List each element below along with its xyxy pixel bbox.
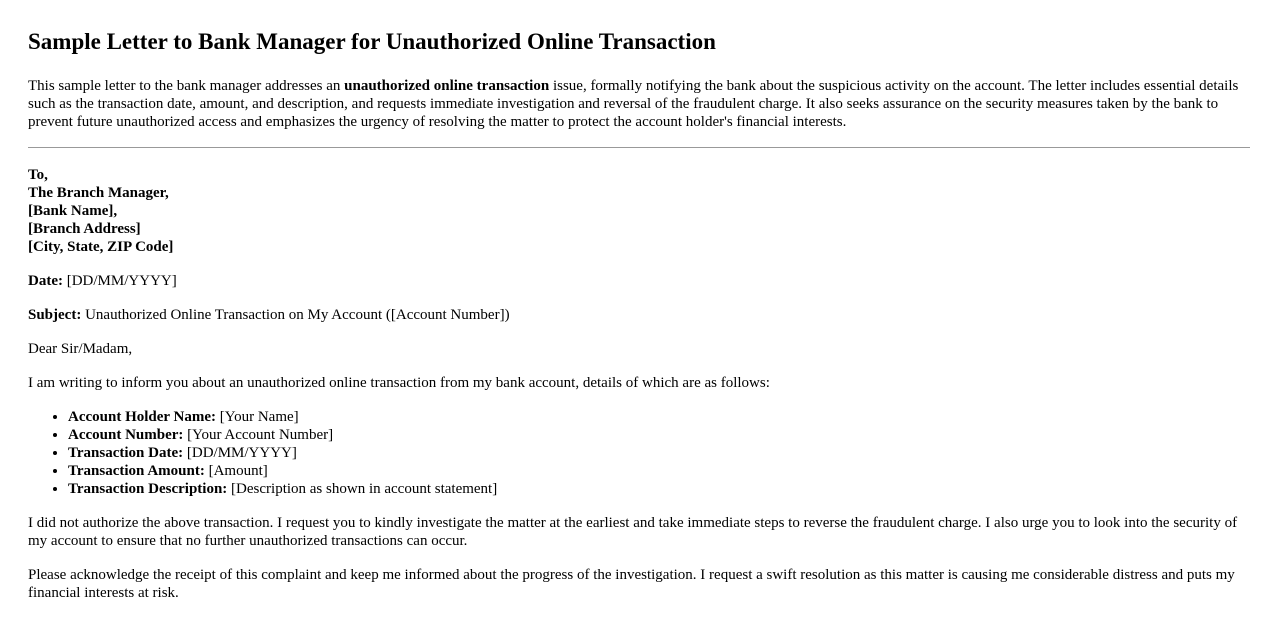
list-item [68,462,1250,480]
subject-value: Unauthorized Online Transaction on My Account ([Account Number]) [81,307,510,323]
detail-label: Account Holder Name: [68,409,217,425]
transaction-details-list [28,408,1250,498]
detail-value: [Description as shown in account statement] [227,481,498,497]
address-line-manager: The Branch Manager, [28,185,169,201]
date-value: [DD/MM/YYYY] [62,273,177,289]
recipient-address [28,166,1250,256]
date-line [28,272,1250,290]
subject-line [28,306,1250,324]
salutation: Dear Sir/Madam, [28,341,133,357]
detail-label: Account Number: [68,427,184,443]
detail-label: Transaction Amount: [68,463,205,479]
address-line-city: [City, State, ZIP Code] [28,239,174,255]
detail-label: Transaction Description: [68,481,228,497]
list-item [68,444,1250,462]
detail-value: [DD/MM/YYYY] [183,445,297,461]
body-paragraph-2: Please acknowledge the receipt of this complaint and keep me informed about the progress of the investigation. I request a swift resolution as this matter is causing me considerable distress and puts my financial interests at risk. [28,567,1235,601]
list-item [68,408,1250,426]
list-item [68,480,1250,498]
letter-page [0,28,1278,602]
intro-highlight: unauthorized online transaction [344,78,550,94]
body-paragraph-1: I did not authorize the above transaction. I request you to kindly investigate the matter at the earliest and take immediate steps to reverse the fraudulent charge. I also urge you to look into the security of my account to ensure that no further unauthorized transactions can occur. [28,515,1238,549]
detail-label: Transaction Date: [68,445,184,461]
intro-text-end: issue, formally notifying the bank about the suspicious activity on the account. The letter includes essential details such as the transaction date, amount, and description, and requests immediate investigation and reversal of the fraudulent charge. It also seeks assurance on the security measures taken by the bank to prevent future unauthorized access and emphasizes the urgency of resolving the matter to protect the account holder's financial interests. [28,78,1239,130]
address-line-to: To, [28,167,48,183]
intro-text-start: This sample letter to the bank manager addresses an [28,78,345,94]
intro-paragraph [28,77,1250,131]
detail-value: [Your Account Number] [183,427,334,443]
opening-paragraph: I am writing to inform you about an unauthorized online transaction from my bank account, details of which are as follows: [28,375,770,391]
detail-value: [Your Name] [216,409,299,425]
list-item [68,426,1250,444]
address-line-bank: [Bank Name], [28,203,118,219]
subject-label: Subject: [28,307,82,323]
page-title: Sample Letter to Bank Manager for Unauthorized Online Transaction [28,29,716,54]
address-line-branch: [Branch Address] [28,221,141,237]
divider [28,147,1250,148]
detail-value: [Amount] [204,463,268,479]
date-label: Date: [28,273,63,289]
